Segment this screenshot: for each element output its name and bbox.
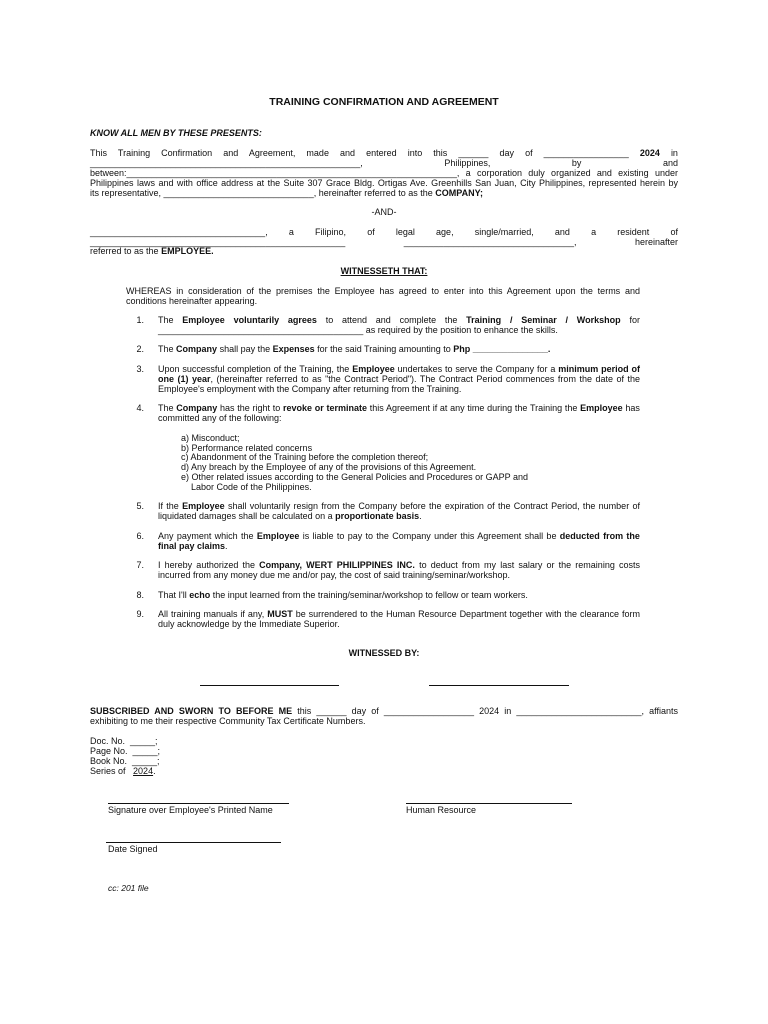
employee-signature-caption: Signature over Employee's Printed Name: [108, 805, 273, 815]
series-year: Series of 2024.: [90, 766, 156, 776]
date-signed-line: [106, 842, 281, 843]
doc-number: Doc. No. _____;: [90, 736, 158, 746]
party-line-3: referred to as the EMPLOYEE.: [90, 246, 214, 256]
and-separator: -AND-: [371, 207, 397, 217]
condition-b: b) Performance related concerns: [181, 443, 313, 453]
whereas-clause: WHEREAS in consideration of the premises the Employee has agreed to enter into this Agreement upon the terms and conditions hereinafter appearing.: [126, 286, 640, 306]
condition-e-continued: Labor Code of the Philippines.: [191, 482, 312, 492]
witness-signature-line-1: [200, 685, 339, 686]
employee-signature-line: [108, 803, 289, 804]
condition-e: e) Other related issues according to the General Policies and Procedures or GAPP and: [181, 472, 529, 482]
hr-signature-line: [406, 803, 572, 804]
jurat-line-1: SUBSCRIBED AND SWORN TO BEFORE ME this ______ day of __________________ 2024 in _________________________, affiants: [90, 706, 678, 716]
intro-line-2: ______________________________________________________, Philippines, by and: [90, 158, 678, 168]
intro-line-1: This Training Confirmation and Agreement, made and entered into this ______ day of _________________ 2024 in: [90, 148, 678, 158]
condition-c: c) Abandonment of the Training before the completion thereof;: [181, 452, 429, 462]
condition-d: d) Any breach by the Employee of any of the provisions of this Agreement.: [181, 462, 477, 472]
opening-statement: KNOW ALL MEN BY THESE PRESENTS:: [90, 128, 262, 138]
page-number: Page No. _____;: [90, 746, 161, 756]
document-title: TRAINING CONFIRMATION AND AGREEMENT: [269, 96, 499, 108]
witnessed-by-heading: WITNESSED BY:: [348, 648, 420, 658]
party-line-1: ___________________________________, a Filipino, of legal age, single/married, and a resident of: [90, 227, 678, 237]
date-signed-caption: Date Signed: [108, 844, 158, 854]
cc-note: cc: 201 file: [108, 883, 149, 893]
intro-line-4: Philippines laws and with office address at the Suite 307 Grace Bldg. Ortigas Ave. Greenhills San Juan, City Philippines, represented herein by: [90, 178, 678, 188]
intro-line-3: between:__________________________________________________________________, a corporation duly organized and existing under: [90, 168, 678, 178]
document-page: TRAINING CONFIRMATION AND AGREEMENT KNOW ALL MEN BY THESE PRESENTS: This Training Confirmation and Agreement, made and entered into this ______ day of _________________ 2024 in ______________________________________________________, Philippines, by and between:__________________________________________________________________, a corporation duly organized and existing under Philippines laws and with office address at the Suite 307 Grace Bldg. Ortigas Ave. Greenhills San Juan, City Philippines, represented herein by its representative, ______________________________, hereinafter referred to as the COMPANY; -AND- ___________________________________, a Filipino, of legal age, single/married, and a resident of ___________________________________________________ __________________________________, hereinafter referred to as the EMPLOYEE. WITNESSETH THAT: WHEREAS in consideration of the premises the Employee has agreed to enter into this Agreement upon the terms and conditions hereinafter appearing. 1. The Employee voluntarily agrees to attend and complete the Training / Seminar / Workshop for _________________________________________ as required by the position to enhance the skills. 2. The Company shall pay the Expenses for the said Training amounting to Php _______________. 3. Upon successful completion of the Training, the Employee undertakes to serve the Company for a minimum period of one (1) year, (hereinafter referred to as "the Contract Period"). The Contract Period commences from the date of the Employee's employment with the Company after returning from the Training. 4. The Company has the right to revoke or terminate this Agreement if at any time during the Training the Employee has committed any of the following: a) Misconduct; b) Performance related concerns c) Abandonment of the Training before the completion thereof; d) Any breach by the Employee of any of the provisions of this Agreement. e) Other related issues according to the General Policies and Procedures or GAPP and Labor Code of the Philippines. 5. If the Employee shall voluntarily resign from the Company before the expiration of the Contract Period, the number of liquidated damages shall be calculated on a proportionate basis. 6. Any payment which the Employee is liable to pay to the Company under this Agreement shall be deducted from the final pay claims. 7. I hereby authorized the Company, WERT PHILIPPINES INC. to deduct from my last salary or the remaining costs incurred from any money due me and/or pay, the cost of said training/seminar/workshop. 8. That I'll echo the input learned from the training/seminar/workshop to fellow or team workers. 9. All training manuals if any, MUST be surrendered to the Human Resource Department together with the clearance form duly acknowledge by the Immediate Superior. WITNESSED BY: SUBSCRIBED AND SWORN TO BEFORE ME this ______ day of __________________ 2024 in _________________________, affiants exhibiting to me their respective Community Tax Certificate Numbers. Doc. No. _____; Page No. _____; Book No. _____; Series of 2024. Signature over Employee's Printed Name Human Resource Date Signed cc: 201 file: [0, 0, 768, 1024]
party-line-2: ___________________________________________________ __________________________________, hereinafter: [90, 237, 678, 247]
book-number: Book No. _____;: [90, 756, 160, 766]
witness-signature-line-2: [429, 685, 569, 686]
intro-line-5: its representative, ______________________________, hereinafter referred to as the COMPANY;: [90, 188, 483, 198]
hr-signature-caption: Human Resource: [406, 805, 477, 815]
condition-a: a) Misconduct;: [181, 433, 240, 443]
witnesseth-heading: WITNESSETH THAT:: [340, 266, 428, 276]
jurat-line-2: exhibiting to me their respective Community Tax Certificate Numbers.: [90, 716, 366, 726]
